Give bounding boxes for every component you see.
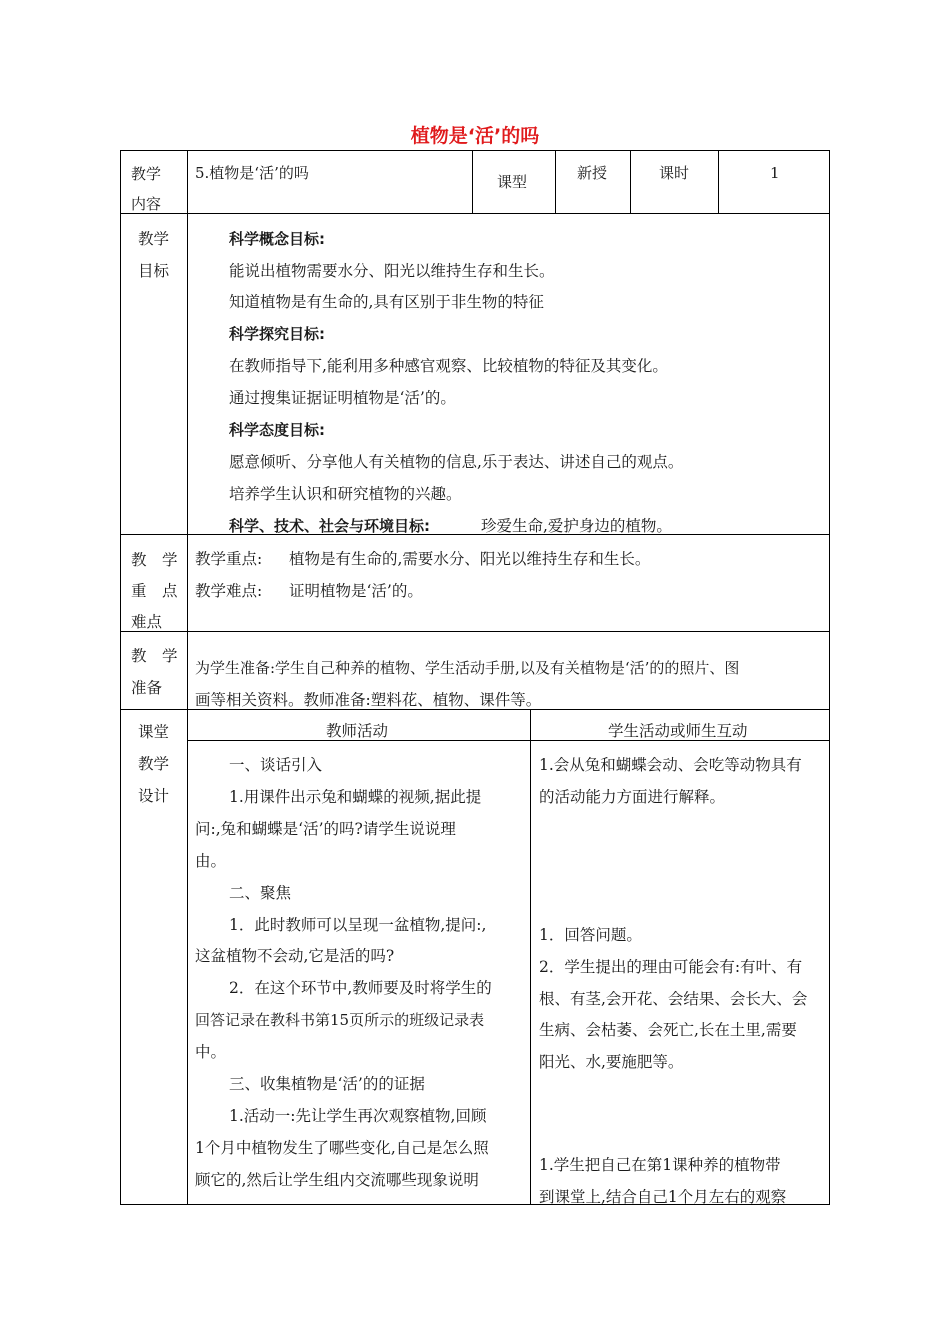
prep-text-line: 画等相关资料。教师准备:塑料花、植物、课件等。: [195, 691, 542, 709]
inquiry-heading: 科学探究目标:: [229, 325, 325, 343]
student-line: 根、有茎,会开花、会结果、会长大、会: [539, 990, 808, 1008]
teacher-line: 二、聚焦: [229, 884, 292, 902]
sts-heading: 科学、技术、社会与环境目标:: [229, 517, 430, 535]
teacher-line: 1.用课件出示兔和蝴蝶的视频,据此提: [229, 788, 482, 806]
teacher-line: 问:,兔和蝴蝶是‘活’的吗?请学生说说理: [195, 820, 456, 838]
student-line: 1．回答问题。: [539, 926, 642, 944]
attitude-heading: 科学态度目标:: [229, 421, 325, 439]
content-label-1: 教学: [131, 165, 162, 183]
teacher-activity-header: 教师活动: [326, 722, 389, 740]
inquiry-item: 通过搜集证据证明植物是‘活’的。: [229, 389, 456, 407]
concept-item: 知道植物是有生命的,具有区别于非生物的特征: [229, 293, 544, 311]
student-activity-header: 学生活动或师生互动: [608, 722, 748, 740]
teacher-line: 一、谈话引入: [229, 756, 323, 774]
difficulty-text: 证明植物是‘活’的。: [289, 582, 423, 600]
student-line: 阳光、水,要施肥等。: [539, 1053, 684, 1071]
teacher-line: 顾它的,然后让学生组内交流哪些现象说明: [195, 1171, 479, 1189]
design-label-1: 课堂: [138, 723, 170, 741]
teacher-line: 由。: [195, 852, 227, 870]
goals-label-2: 目标: [138, 262, 170, 280]
content-label-2: 内容: [131, 195, 162, 213]
type-label: 课型: [497, 173, 528, 191]
teacher-line: 中。: [195, 1043, 227, 1061]
key-point-text: 植物是有生命的,需要水分、阳光以维持生存和生长。: [289, 550, 651, 568]
key-point-label: 教学重点:: [195, 550, 263, 568]
concept-heading: 科学概念目标:: [229, 230, 325, 248]
sts-text: 珍爱生命,爱护身边的植物。: [481, 517, 672, 535]
student-line: 1.学生把自己在第1课种养的植物带: [539, 1156, 781, 1174]
teacher-line: 1．此时教师可以呈现一盆植物,提问:,: [229, 916, 487, 934]
period-label: 课时: [659, 164, 690, 182]
student-line: 2．学生提出的理由可能会有:有叶、有: [539, 958, 803, 976]
attitude-item: 愿意倾听、分享他人有关植物的信息,乐于表达、讲述自己的观点。: [229, 453, 684, 471]
key-label-3: 难点: [131, 613, 163, 631]
page-title: 植物是‘活’的吗: [410, 125, 540, 147]
student-line: 的活动能力方面进行解释。: [539, 788, 726, 806]
inquiry-item: 在教师指导下,能利用多种感官观察、比较植物的特征及其变化。: [229, 357, 668, 375]
period-value: 1: [770, 164, 780, 182]
concept-item: 能说出植物需要水分、阳光以维持生存和生长。: [229, 262, 555, 280]
teacher-line: 三、收集植物是‘活’的的证据: [229, 1075, 425, 1093]
difficulty-label: 教学难点:: [195, 582, 263, 600]
teacher-line: 1.活动一:先让学生再次观察植物,回顾: [229, 1107, 487, 1125]
attitude-item: 培养学生认识和研究植物的兴趣。: [229, 485, 462, 503]
teacher-line: 1个月中植物发生了哪些变化,自己是怎么照: [195, 1139, 489, 1157]
type-value: 新授: [577, 164, 608, 182]
teacher-line: 2．在这个环节中,教师要及时将学生的: [229, 979, 492, 997]
teacher-line: 回答记录在教科书第15页所示的班级记录表: [195, 1011, 485, 1029]
design-label-3: 设计: [138, 787, 170, 805]
prep-label-1: 教 学: [131, 647, 178, 665]
goals-label-1: 教学: [138, 230, 170, 248]
student-line: 生病、会枯萎、会死亡,长在土里,需要: [539, 1021, 797, 1039]
prep-text-line: 为学生准备:学生自己种养的植物、学生活动手册,以及有关植物是‘活’的的照片、图: [195, 659, 740, 677]
teacher-line: 这盆植物不会动,它是活的吗?: [195, 947, 395, 965]
design-label-2: 教学: [138, 755, 170, 773]
prep-label-2: 准备: [131, 679, 163, 697]
student-line: 1.会从兔和蝴蝶会动、会吃等动物具有: [539, 756, 802, 774]
lesson-content: 5.植物是‘活’的吗: [195, 164, 309, 182]
student-line: 到课堂上,结合自己1个月左右的观察: [539, 1188, 787, 1206]
key-label-2: 重 点: [131, 582, 178, 600]
key-label-1: 教 学: [131, 551, 178, 569]
